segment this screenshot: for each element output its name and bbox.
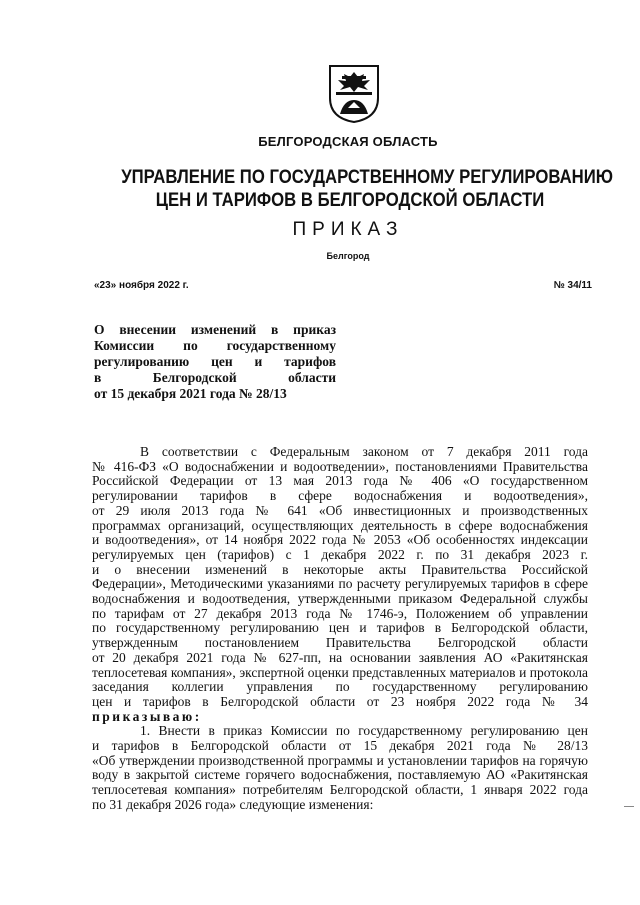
body-line: и тарифов в Белгородской области от 15 декабря 2021 года № 28/13 bbox=[92, 739, 588, 754]
body-line: программах организаций, осуществляющих деятельность в сфере водоснабжения bbox=[92, 518, 588, 533]
body-line: В соответствии с Федеральным законом от 7 декабря 2011 года bbox=[140, 445, 588, 459]
body-line: утвержденным постановлением Правительства Белгородской области bbox=[92, 636, 588, 651]
body-line: Федерации», Методическими указаниями по расчету регулируемых тарифов в сфере bbox=[92, 577, 588, 592]
body-line: воду в закрытой системе горячего водоснабжения, поставляемую АО «Ракитянская bbox=[92, 768, 588, 783]
order-body bbox=[92, 445, 588, 813]
body-line: и водоотведения», от 14 ноября 2022 года № 2053 «Об особенностях индексации bbox=[92, 533, 588, 548]
order-directive: приказываю: bbox=[92, 709, 202, 724]
subject-line: О внесении изменений в приказ bbox=[94, 322, 336, 337]
body-line: и о внесении изменений в некоторые акты Правительства Российской bbox=[92, 562, 588, 577]
region-title: БЕЛГОРОДСКАЯ ОБЛАСТЬ bbox=[258, 134, 438, 149]
agency-title bbox=[121, 166, 613, 212]
document-type: ПРИКАЗ bbox=[292, 219, 404, 240]
body-line: регулировании тарифов в сфере водоснабжения и водоотведения», bbox=[92, 489, 588, 504]
body-line: № 416-ФЗ «О водоснабжении и водоотведении», постановлениями Правительства bbox=[92, 459, 588, 474]
body-line: теплосетевая компания», экспертной оценки представленных материалов и протокола bbox=[92, 665, 588, 680]
margin-mark bbox=[624, 806, 634, 807]
subject-line: Комиссии по государственному bbox=[94, 338, 336, 353]
body-line: теплосетевая компания» потребителям Белгородской области, 1 января 2022 года bbox=[92, 783, 588, 798]
document-date: «23» ноября 2022 г. bbox=[94, 280, 189, 291]
body-line: цен и тарифов в Белгородской области от 23 ноября 2022 года № 34 bbox=[92, 694, 588, 709]
body-line: по государственному регулированию цен и тарифов в Белгородской области, bbox=[92, 621, 588, 636]
body-line: Российской Федерации от 13 мая 2013 года № 406 «О государственном bbox=[92, 474, 588, 489]
body-line: заседания коллегии управления по государственному регулированию bbox=[92, 680, 588, 695]
subject-line: регулированию цен и тарифов bbox=[94, 354, 336, 369]
subject-heading bbox=[94, 322, 336, 402]
body-line: от 20 декабря 2021 года № 627-пп, на основании заявления АО «Ракитянская bbox=[92, 650, 588, 665]
subject-line: в Белгородской области bbox=[94, 370, 336, 385]
subject-line: от 15 декабря 2021 года № 28/13 bbox=[94, 386, 287, 401]
document-number: № 34/11 bbox=[553, 280, 592, 291]
body-line: водоснабжения и водоотведения, утвержденными приказом Федеральной службы bbox=[92, 592, 588, 607]
body-line: регулируемых цен (тарифов) с 1 декабря 2022 г. по 31 декабря 2023 г. bbox=[92, 547, 588, 562]
body-line: 1. Внести в приказ Комиссии по государственному регулированию цен bbox=[140, 724, 588, 739]
agency-title-line: УПРАВЛЕНИЕ ПО ГОСУДАРСТВЕННОМУ РЕГУЛИРОВАНИЮ bbox=[121, 167, 613, 188]
body-line: по 31 декабря 2026 года» следующие изменения: bbox=[92, 797, 374, 812]
city: Белгород bbox=[326, 251, 370, 261]
body-line: от 29 июля 2013 года № 641 «Об инвестиционных и производственных bbox=[92, 503, 588, 518]
body-line: по тарифам от 27 декабря 2013 года № 1746-э, Положением об управлении bbox=[92, 606, 588, 621]
agency-title-line: ЦЕН И ТАРИФОВ В БЕЛГОРОДСКОЙ ОБЛАСТИ bbox=[155, 190, 545, 211]
belgorod-coat-of-arms-icon bbox=[328, 64, 380, 124]
body-line: «Об утверждении производственной программы и установлении тарифов на горячую bbox=[92, 753, 588, 768]
